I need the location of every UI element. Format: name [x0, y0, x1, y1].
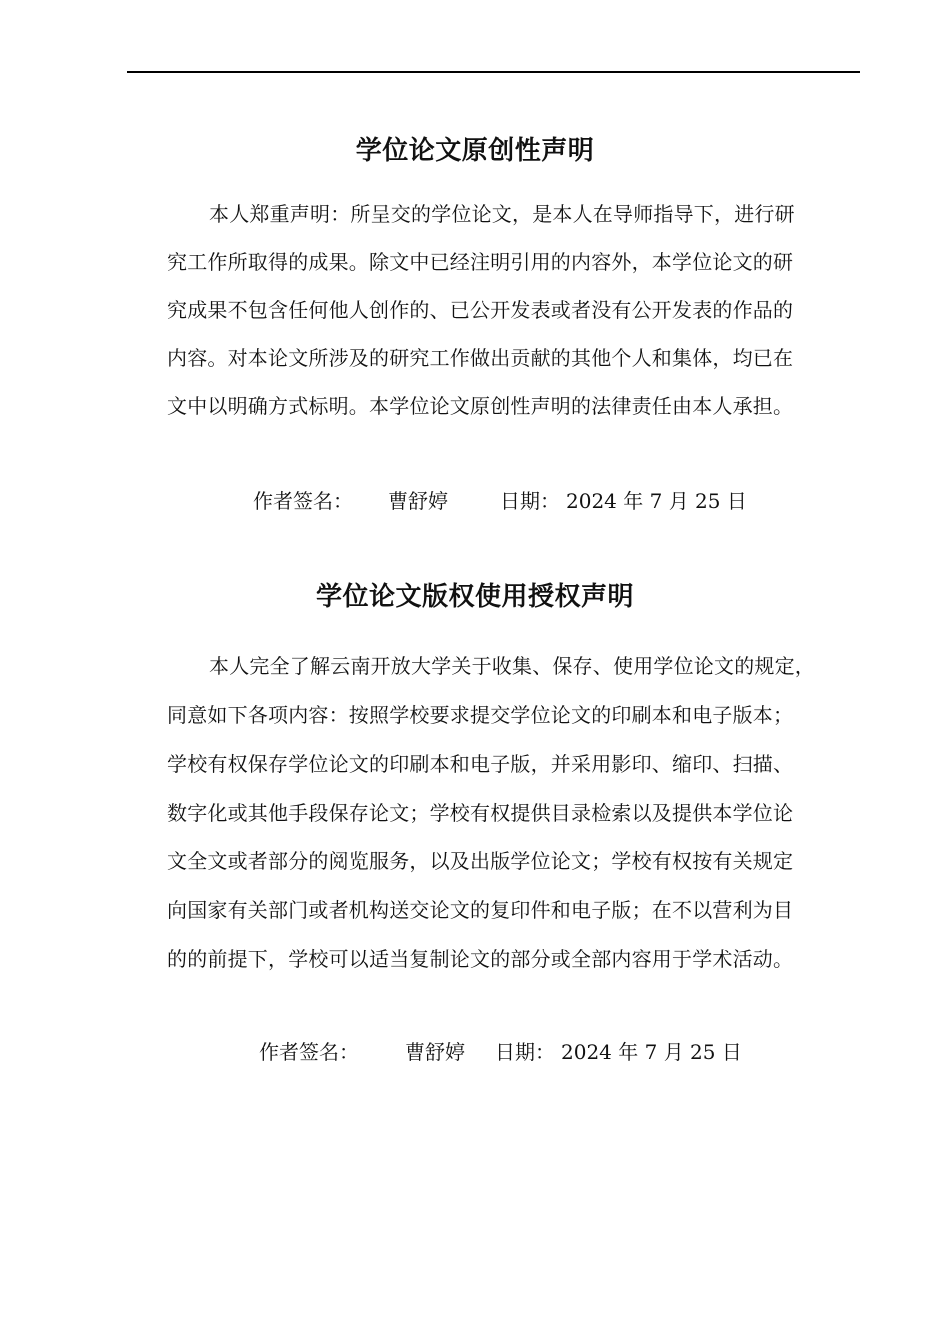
- authorization-paragraph-line: 同意如下各项内容：按照学校要求提交学位论文的印刷本和电子版本；: [167, 703, 794, 727]
- header-rule: [127, 71, 860, 73]
- authorization-paragraph-line: 数字化或其他手段保存论文；学校有权提供目录检索以及提供本学位论: [167, 801, 794, 825]
- author-name: 曹舒婷: [405, 1040, 465, 1064]
- originality-paragraph-line: 本人郑重声明：所呈交的学位论文，是本人在导师指导下，进行研: [209, 202, 795, 226]
- copyright-authorization-title: 学位论文版权使用授权声明: [315, 582, 634, 612]
- signature-label: 作者签名：: [253, 489, 353, 513]
- authorization-paragraph-line: 学校有权保存学位论文的印刷本和电子版，并采用影印、缩印、扫描、: [167, 752, 794, 776]
- date-label: 日期：: [500, 489, 560, 513]
- originality-paragraph-line: 究工作所取得的成果。除文中已经注明引用的内容外，本学位论文的研: [167, 250, 794, 274]
- signature-label: 作者签名：: [259, 1040, 359, 1064]
- originality-paragraph-line: 究成果不包含任何他人创作的、已公开发表或者没有公开发表的作品的: [167, 298, 794, 322]
- date-value: 2024 年 7 月 25 日: [561, 1040, 742, 1064]
- authorization-paragraph-line: 本人完全了解云南开放大学关于收集、保存、使用学位论文的规定，: [209, 654, 815, 678]
- authorization-paragraph-line: 文全文或者部分的阅览服务，以及出版学位论文；学校有权按有关规定: [167, 849, 794, 873]
- date-label: 日期：: [495, 1040, 555, 1064]
- authorization-paragraph-line: 向国家有关部门或者机构送交论文的复印件和电子版；在不以营利为目: [167, 898, 794, 922]
- date-value: 2024 年 7 月 25 日: [566, 489, 747, 513]
- originality-paragraph-line: 文中以明确方式标明。本学位论文原创性声明的法律责任由本人承担。: [167, 394, 794, 418]
- originality-paragraph-line: 内容。对本论文所涉及的研究工作做出贡献的其他个人和集体，均已在: [167, 346, 794, 370]
- authorization-paragraph-line: 的的前提下，学校可以适当复制论文的部分或全部内容用于学术活动。: [167, 947, 794, 971]
- originality-declaration-title: 学位论文原创性声明: [355, 136, 595, 166]
- author-name: 曹舒婷: [388, 489, 448, 513]
